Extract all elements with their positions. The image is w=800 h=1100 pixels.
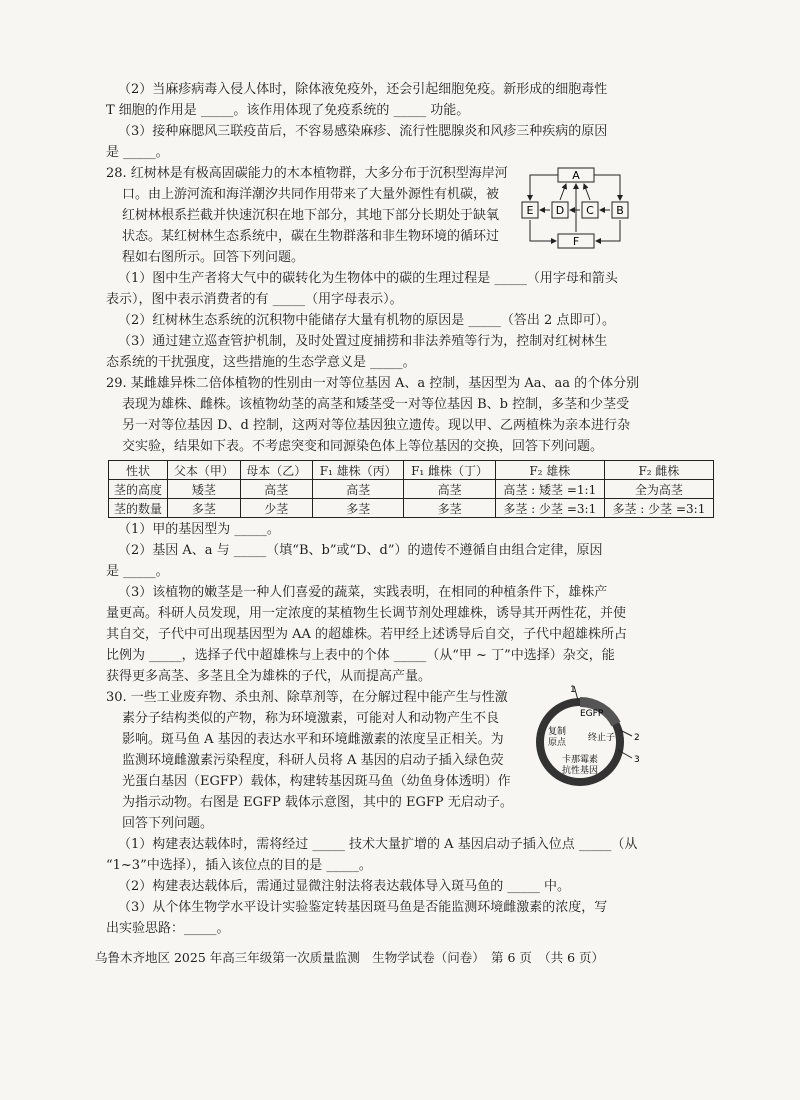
ori-label-2: 原点 [548,738,567,748]
table-cell: 高茎 [404,480,495,499]
table-row [109,480,714,499]
table-cell: 矮茎 [168,480,240,499]
q28-p1-line2: 表示），图中表示消费者的有 _____（用字母表示）。 [106,292,403,307]
table-cell: 多茎 [313,499,404,518]
q30-stem-line5: 光蛋白基因（EGFP）载体，构建转基因斑马鱼（幼鱼身体透明）作 [122,774,511,789]
node-f-label: F [572,235,580,248]
q29-stem-line1: 29. 某雌雄异株二倍体植物的性别由一对等位基因 A、a 控制，基因型为 Aa、aa 的个体分别 [106,376,640,391]
egfp-label: EGFP [580,709,604,719]
table-header-cell: F₁ 雄株（丙） [313,461,404,480]
q28-stem-line3: 红树林根系拦截并快速沉积在地下部分，其地下部分长期处于缺氧 [122,208,500,223]
q30-stem-line6: 为指示动物。右图是 EGFP 载体示意图，其中的 EGFP 无启动子。 [122,795,513,810]
arrow-a-b [594,175,620,200]
q28-stem-line4: 状态。某红树林生态系统中，碳在生物群落和非生物环境的循环过 [122,229,500,244]
table-header-cell: F₁ 雌株（丁） [404,461,495,480]
q29-p2-line2: 是 _____。 [106,564,169,579]
ori-label-1: 复制 [548,727,567,737]
q30-p3-line1: （3）从个体生物学水平设计实验鉴定转基因斑马鱼是否能监测环境雌激素的浓度，写 [118,900,608,915]
q27-p3-line1: （3）接种麻腮风三联疫苗后，不容易感染麻疹、流行性腮腺炎和风疹三种疾病的原因 [118,124,608,139]
table-cell: 少茎 [240,499,312,518]
q29-p3-line1: （3）该植物的嫩茎是一种人们喜爱的蔬菜，实践表明，在相同的种植条件下，雄株产 [118,585,608,600]
arrow-c-a [584,184,590,200]
q29-p2-line1: （2）基因 A、a 与 _____（填“B、b”或“D、d”）的遗传不遵循自由组合定律，原因 [118,543,603,558]
kan-label-2: 抗性基因 [562,766,599,776]
arrow-d-a [560,184,566,200]
table-cell: 多茎 : 少茎 =3:1 [604,499,713,518]
q28-p1-line1: （1）图中生产者将大气中的碳转化为生物体中的碳的生理过程是 _____（用字母和箭头 [118,271,618,286]
q29-p1: （1）甲的基因型为 _____。 [118,522,280,537]
q28-p2: （2）红树林生态系统的沉积物中能储存大量有机物的原因是 _____（答出 2 点即可）。 [118,313,615,328]
q27-p3-line2: 是 _____。 [106,145,169,160]
q28-stem-line5: 程如右图所示。回答下列问题。 [122,250,305,265]
q30-p1-line2: “1~3”中选择），插入该位点的目的是 _____。 [106,858,372,873]
q29-p3-line3: 其自交，子代中可出现基因型为 AA 的超雄株。若甲经上述诱导后自交，子代中超雄株所占 [106,627,628,642]
q29-stem-line3: 另一对等位基因 D、d 控制，这两对等位基因独立遗传。现以甲、乙两植株为亲本进行杂 [122,418,631,433]
q28-stem-line2: 口。由上游河流和海洋潮汐共同作用带来了大量外源性有机碳，被 [122,187,500,202]
site1-label: 1 [570,685,576,695]
q28-p3-line1: （3）通过建立巡查管护机制，及时处置过度捕捞和非法养殖等行为，控制对红树林生 [118,334,608,349]
q30-stem-line2: 素分子结构类似的产物，称为环境激素，可能对人和动物产生不良 [122,711,500,726]
table-header-cell: F₂ 雄株 [495,461,604,480]
table-cell: 高茎 : 矮茎 =1:1 [495,480,604,499]
table-header-cell: 母本（乙） [240,461,312,480]
q30-p2: （2）构建表达载体后，需通过显微注射法将表达载体导入斑马鱼的 _____ 中。 [118,879,571,894]
table-header-cell: F₂ 雌株 [604,461,713,480]
terminator-label: 终止子 [588,733,616,743]
table-cell: 茎的高度 [109,480,168,499]
table-header-cell: 性状 [109,461,168,480]
q29-p3-line5: 获得更多高茎、多茎且全为雄株的子代，从而提高产量。 [106,669,432,684]
table-cell: 多茎 : 少茎 =3:1 [495,499,604,518]
egfp-vector-diagram [520,682,660,792]
table-header-cell: 父本（甲） [168,461,240,480]
table-cell: 全为高茎 [604,480,713,499]
page-footer: 乌鲁木齐地区 2025 年高三年级第一次质量监测 生物学试卷（问卷） 第 6 页 （共 6 页） [95,950,605,965]
table-header-row [109,461,714,480]
q30-stem-line7: 回答下列问题。 [122,816,214,831]
node-d-label: D [555,204,565,217]
node-b-label: B [616,204,624,217]
q30-stem-line3: 影响。斑马鱼 A 基因的表达水平和环境雌激素的浓度呈正相关。为 [122,732,504,747]
q29-stem-line2: 表现为雄株、雌株。该植物幼茎的高茎和矮茎受一对等位基因 B、b 控制，多茎和少茎受 [122,397,630,412]
node-c-label: C [586,204,594,217]
node-e-label: E [526,204,534,217]
site3-label: 3 [634,755,640,765]
table-cell: 多茎 [168,499,240,518]
kan-label-1: 卡那霉素 [562,755,599,765]
site2-label: 2 [634,733,640,743]
table-cell: 茎的数量 [109,499,168,518]
q29-stem-line4: 交实验，结果如下表。不考虑突变和同源染色体上等位基因的交换，回答下列问题。 [122,439,604,454]
carbon-cycle-diagram [518,160,634,252]
q29-p3-line4: 比例为 _____，选择子代中超雄株与上表中的个体 _____（从“甲 ~ 丁”中选择）杂交，能 [106,648,615,663]
table-cell: 多茎 [404,499,495,518]
q29-p3-line2: 量更高。科研人员发现，用一定浓度的某植物生长调节剂处理雄株，诱导其开两性花，并使 [106,606,627,621]
q27-p2-line1: （2）当麻疹病毒入侵人体时，除体液免疫外，还会引起细胞免疫。新形成的细胞毒性 [118,82,608,97]
q30-p1-line1: （1）构建表达载体时，需将经过 _____ 技术大量扩增的 A 基因启动子插入位点 _____（从 [118,837,638,852]
q28-p3-line2: 态系统的干扰强度，这些措施的生态学意义是 _____。 [106,355,416,370]
arrow-a-e [530,175,558,200]
arrow-b-f [596,220,620,241]
q28-stem-line1: 28. 红树林是有极高固碳能力的木本植物群，大多分布于沉积型海岸河 [106,166,508,181]
node-a-label: A [572,169,580,182]
table-cell: 高茎 [313,480,404,499]
q30-stem-line4: 监测环境雌激素污染程度，科研人员将 A 基因的启动子插入绿色荧 [122,753,504,768]
arrow-e-f [530,220,556,241]
q27-p2-line2: T 细胞的作用是 _____。该作用体现了免疫系统的 _____ 功能。 [106,103,470,118]
table-row [109,499,714,518]
table-cell: 高茎 [240,480,312,499]
q30-stem-line1: 30. 一些工业废弃物、杀虫剂、除草剂等，在分解过程中能产生与性激 [106,690,508,705]
trait-table [108,460,714,518]
q30-p3-line2: 出实验思路：_____。 [106,921,230,936]
